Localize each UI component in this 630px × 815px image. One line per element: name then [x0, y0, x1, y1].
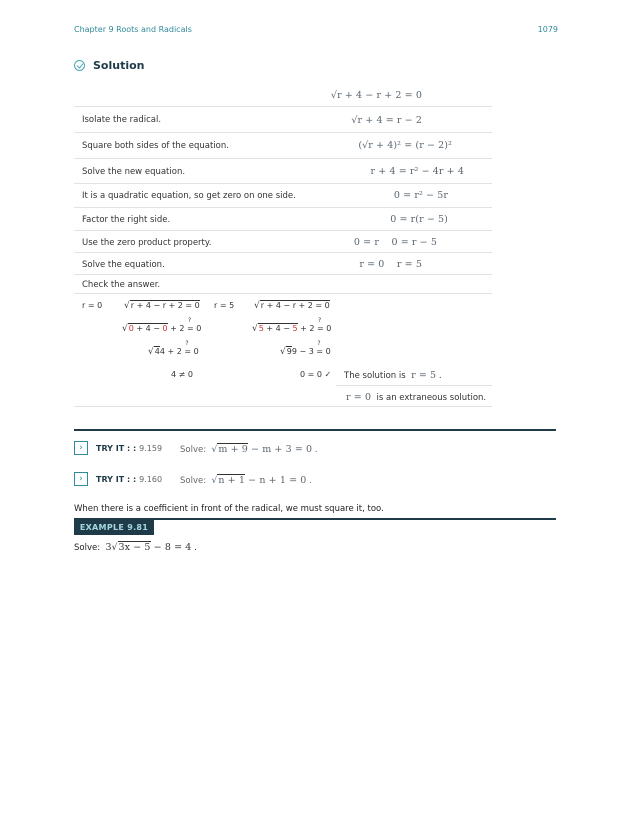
try-it-question: Solve: √n + 1 − n + 1 = 0 .	[180, 475, 312, 486]
step-equation: r + 4 = r² − 4r + 4	[370, 166, 464, 177]
check-left-substitution: √0 + 4 − 0 + 2 = ? 0	[122, 317, 202, 334]
given-row	[74, 83, 492, 107]
step-label: Check the answer.	[82, 280, 161, 290]
conclusion-divider	[336, 385, 492, 386]
step-row	[74, 275, 492, 294]
check-right-equation: √r + 4 − r + 2 = 0	[254, 301, 330, 311]
check-left-simplified: √44 + 2 = ? 0	[148, 340, 199, 357]
check-right-variable: r = 5	[214, 301, 235, 310]
check-right-simplified: √99 − 3 = ? 0	[280, 340, 331, 357]
step-row	[74, 184, 492, 208]
step-equation: 0 = r(r − 5)	[390, 214, 448, 225]
check-circle-icon	[74, 60, 85, 71]
step-label: Square both sides of the equation.	[82, 141, 229, 151]
step-row	[74, 159, 492, 184]
try-it-9-159	[74, 441, 162, 455]
try-it-number: 9.160	[139, 474, 163, 484]
check-left-variable: r = 0	[82, 301, 103, 310]
try-it-label: TRY IT : :	[96, 474, 137, 484]
step-label: Solve the new equation.	[82, 167, 186, 177]
step-row	[74, 231, 492, 253]
check-right-substitution: √5 + 4 − 5 + 2 = ? 0	[252, 317, 332, 334]
coefficient-note: When there is a coefficient in front of the radical, we must square it, too.	[74, 504, 384, 514]
solution-heading	[74, 59, 145, 72]
step-equation: √r + 4 = r − 2	[351, 115, 422, 126]
step-row	[74, 107, 492, 133]
try-it-9-160	[74, 472, 162, 486]
check-left-result: 4 ≠ 0	[171, 370, 193, 379]
page-number: 1079	[537, 25, 558, 34]
step-label: Isolate the radical.	[82, 115, 162, 125]
given-equation: √r + 4 − r + 2 = 0	[330, 90, 422, 101]
try-it-question: Solve: √m + 9 − m + 3 = 0 .	[180, 444, 318, 455]
extraneous-note: r = 0 is an extraneous solution.	[346, 392, 487, 403]
check-right-result: 0 = 0 ✓	[300, 370, 332, 379]
solution-steps-table	[74, 83, 492, 294]
example-badge: EXAMPLE 9.81	[74, 520, 154, 535]
chevron-right-icon[interactable]: ›	[74, 472, 88, 486]
step-equation: r = 0 r = 5	[359, 259, 422, 270]
example-question: Solve: 3√3x − 5 − 8 = 4 .	[74, 542, 197, 553]
step-row	[74, 133, 492, 159]
check-left-equation: √r + 4 − r + 2 = 0	[124, 301, 200, 311]
step-label: It is a quadratic equation, so get zero on one side.	[82, 191, 296, 201]
step-label: Use the zero product property.	[82, 238, 212, 248]
try-it-divider	[74, 429, 556, 431]
step-row	[74, 253, 492, 275]
step-label: Factor the right side.	[82, 215, 171, 225]
chevron-right-icon[interactable]: ›	[74, 441, 88, 455]
step-equation: 0 = r 0 = r − 5	[353, 237, 437, 248]
step-equation: (√r + 4)² = (r − 2)²	[358, 140, 452, 151]
try-it-label: TRY IT : :	[96, 443, 137, 453]
check-answer-block	[74, 295, 492, 407]
chapter-header: Chapter 9 Roots and Radicals	[74, 25, 192, 34]
step-row	[74, 208, 492, 231]
step-equation: 0 = r² − 5r	[393, 190, 448, 201]
try-it-number: 9.159	[139, 443, 163, 453]
step-label: Solve the equation.	[82, 260, 165, 270]
solution-conclusion: The solution is r = 5 .	[344, 370, 442, 381]
solution-title: Solution	[93, 59, 145, 72]
